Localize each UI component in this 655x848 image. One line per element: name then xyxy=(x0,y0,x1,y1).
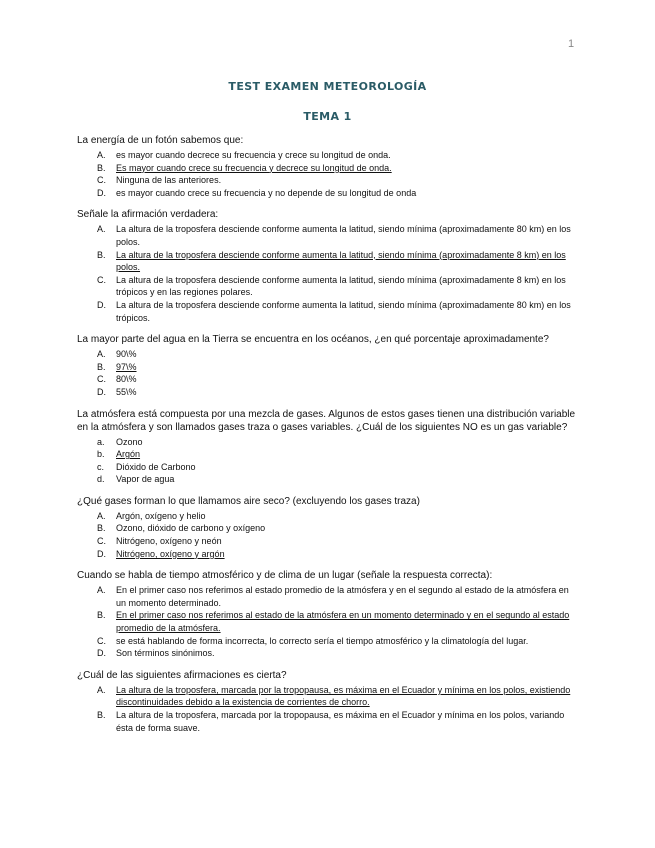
question-text: Señale la afirmación verdadera: xyxy=(77,209,219,221)
option-text: Argón xyxy=(116,449,141,460)
answer-options xyxy=(77,149,577,199)
option-text: 80\% xyxy=(116,374,137,385)
option-text: Ozono, dióxido de carbono y oxígeno xyxy=(116,523,266,534)
question-list xyxy=(77,134,577,743)
option-letter: D. xyxy=(97,386,106,397)
question-text: Cuando se habla de tiempo atmosférico y de clima de un lugar (señale la respuesta correcta): xyxy=(77,570,493,582)
option-text: La altura de la troposfera, marcada por la tropopausa, es máxima en el Ecuador y mínima en los polos, variando ésta de forma suave. xyxy=(116,710,565,733)
option-letter: C. xyxy=(97,536,106,547)
option-text: En el primer caso nos referimos al estado de la atmósfera en un momento determinado y en el segundo al estado promedio de la atmósfera. xyxy=(116,610,570,634)
option-letter: A. xyxy=(97,684,106,695)
question-text: ¿Cuál de las siguientes afirmaciones es cierta? xyxy=(77,669,287,681)
option-letter: c. xyxy=(97,461,105,472)
answer-option xyxy=(77,187,577,200)
answer-option xyxy=(77,510,577,523)
answer-options xyxy=(77,584,577,660)
option-text: Dióxido de Carbono xyxy=(116,461,196,472)
question-5 xyxy=(77,495,577,560)
document-title: TEST EXAMEN METEOROLOGÍA xyxy=(228,80,427,93)
answer-option-correct xyxy=(77,361,577,374)
answer-options xyxy=(77,436,577,486)
option-text: La altura de la troposfera desciende conforme aumenta la latitud, siendo mínima (aproximadamente 8 km) en los polos. xyxy=(116,249,566,273)
option-letter: d. xyxy=(97,474,105,485)
option-text: Ninguna de las anteriores. xyxy=(116,175,222,186)
question-4 xyxy=(77,408,577,486)
option-text: La altura de la troposfera, marcada por la tropopausa, es máxima en el Ecuador y mínima en los polos, existiendo discontinuidades debido a la existencia de corrientes de chorro. xyxy=(116,684,571,708)
answer-option xyxy=(77,709,577,734)
answer-option xyxy=(77,174,577,187)
option-letter: D. xyxy=(97,648,106,659)
option-text: Son términos sinónimos. xyxy=(116,648,215,659)
answer-option xyxy=(77,635,577,648)
answer-option xyxy=(77,299,577,324)
option-text: Argón, oxígeno y helio xyxy=(116,510,206,521)
option-letter: B. xyxy=(97,249,106,260)
option-text: 90\% xyxy=(116,349,137,360)
answer-option xyxy=(77,274,577,299)
option-letter: A. xyxy=(97,585,106,596)
question-text: La mayor parte del agua en la Tierra se encuentra en los océanos, ¿en qué porcentaje aproximadamente? xyxy=(77,334,549,346)
answer-options xyxy=(77,223,577,324)
answer-option-correct xyxy=(77,249,577,274)
option-letter: a. xyxy=(97,436,105,447)
question-3 xyxy=(77,333,577,398)
question-text: ¿Qué gases forman lo que llamamos aire seco? (excluyendo los gases traza) xyxy=(77,495,420,507)
page-number: 1 xyxy=(568,38,575,50)
answer-option xyxy=(77,522,577,535)
question-7 xyxy=(77,669,577,734)
option-letter: C. xyxy=(97,374,106,385)
option-letter: B. xyxy=(97,361,106,372)
option-letter: D. xyxy=(97,548,106,559)
option-text: Es mayor cuando crece su frecuencia y decrece su longitud de onda. xyxy=(116,162,392,173)
option-text: La altura de la troposfera desciende conforme aumenta la latitud, siendo mínima (aproximadamente 8 km) en los trópicos y en las regiones polares. xyxy=(116,274,566,298)
option-text: es mayor cuando crece su frecuencia y no depende de su longitud de onda xyxy=(116,187,417,198)
option-text: se está hablando de forma incorrecta, lo correcto sería el tiempo atmosférico y la climatología del lugar. xyxy=(116,635,529,646)
answer-option-correct xyxy=(77,448,577,461)
section-title: TEMA 1 xyxy=(303,110,352,123)
option-text: La altura de la troposfera desciende conforme aumenta la latitud, siendo mínima (aproximadamente 80 km) en los trópicos. xyxy=(116,299,571,323)
answer-option-correct xyxy=(77,548,577,561)
question-text: La energía de un fotón sabemos que: xyxy=(77,135,244,146)
option-letter: A. xyxy=(97,510,106,521)
option-letter: C. xyxy=(97,635,106,646)
answer-option xyxy=(77,436,577,449)
option-letter: A. xyxy=(97,349,106,360)
question-2 xyxy=(77,208,577,324)
answer-option xyxy=(77,461,577,474)
option-text: es mayor cuando decrece su frecuencia y crece su longitud de onda. xyxy=(116,150,391,160)
answer-option-correct xyxy=(77,684,577,709)
answer-option xyxy=(77,223,577,248)
option-text: 55\% xyxy=(116,386,137,397)
answer-option-correct xyxy=(77,162,577,175)
option-text: Nitrógeno, oxígeno y neón xyxy=(116,536,222,547)
question-1 xyxy=(77,134,577,199)
answer-option xyxy=(77,647,577,660)
question-text: La atmósfera está compuesta por una mezcla de gases. Algunos de estos gases tienen una distribución variable en la atmósfera y son llamados gases traza o gases variables. ¿Cuál de los siguientes NO es un gas variable? xyxy=(77,408,576,433)
answer-option xyxy=(77,535,577,548)
option-text: En el primer caso nos referimos al estado promedio de la atmósfera y en el segundo al estado de la atmósfera en un momento determinado. xyxy=(116,585,569,608)
answer-options xyxy=(77,684,577,734)
answer-options xyxy=(77,510,577,560)
answer-option xyxy=(77,386,577,399)
option-text: 97\% xyxy=(116,361,137,372)
option-letter: b. xyxy=(97,449,105,460)
option-text: Vapor de agua xyxy=(116,474,175,485)
option-letter: D. xyxy=(97,187,106,198)
option-letter: A. xyxy=(97,150,106,160)
answer-option xyxy=(77,373,577,386)
answer-option xyxy=(77,473,577,486)
option-letter: B. xyxy=(97,523,106,534)
option-letter: B. xyxy=(97,610,106,621)
option-text: La altura de la troposfera desciende conforme aumenta la latitud, siendo mínima (aproximadamente 80 km) en los polos. xyxy=(116,224,571,247)
option-letter: C. xyxy=(97,175,106,186)
question-6 xyxy=(77,569,577,660)
option-letter: B. xyxy=(97,710,106,720)
option-letter: C. xyxy=(97,274,106,285)
option-letter: A. xyxy=(97,224,106,235)
answer-option xyxy=(77,584,577,609)
option-text: Nitrógeno, oxígeno y argón xyxy=(116,548,225,559)
option-text: Ozono xyxy=(116,436,143,447)
answer-option xyxy=(77,149,577,162)
option-letter: B. xyxy=(97,162,106,173)
answer-option-correct xyxy=(77,609,577,634)
answer-option xyxy=(77,348,577,361)
option-letter: D. xyxy=(97,299,106,310)
answer-options xyxy=(77,348,577,398)
